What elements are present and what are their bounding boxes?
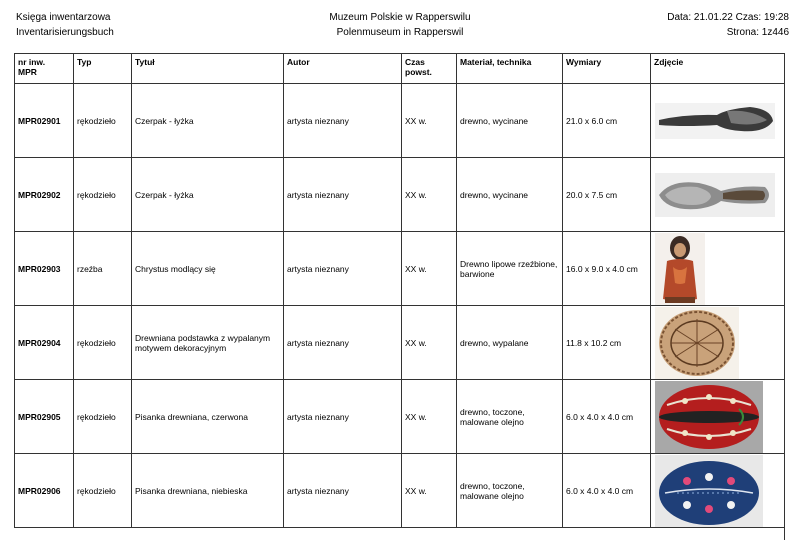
- table-row: [15, 232, 785, 306]
- page-right-border: [784, 53, 785, 540]
- table-row: [15, 84, 785, 158]
- dimensions-cell: 6.0 x 4.0 x 4.0 cm: [563, 380, 651, 454]
- date-cell: XX w.: [402, 158, 457, 232]
- column-header-dimensions: Wymiary: [563, 54, 651, 84]
- date-cell: XX w.: [402, 380, 457, 454]
- dimensions-cell: 6.0 x 4.0 x 4.0 cm: [563, 454, 651, 528]
- date-cell: XX w.: [402, 232, 457, 306]
- inv-no-cell: MPR02904: [15, 306, 74, 380]
- material-cell: drewno, wycinane: [457, 84, 563, 158]
- author-cell: artysta nieznany: [284, 380, 402, 454]
- photo-cell: [651, 232, 785, 306]
- header-right: [667, 10, 789, 40]
- inventory-table: [14, 53, 785, 528]
- table-row: [15, 306, 785, 380]
- type-cell: rękodzieło: [74, 84, 132, 158]
- wooden-spoon-photo: [655, 173, 775, 217]
- table-row: [15, 380, 785, 454]
- page-number: Strona: 1z446: [726, 27, 789, 38]
- dimensions-cell: 16.0 x 9.0 x 4.0 cm: [563, 232, 651, 306]
- type-cell: rękodzieło: [74, 454, 132, 528]
- dimensions-cell: 20.0 x 7.5 cm: [563, 158, 651, 232]
- column-header-author: Autor: [284, 54, 402, 84]
- photo-cell: [651, 380, 785, 454]
- photo-cell: [651, 454, 785, 528]
- inv-no-cell: MPR02901: [15, 84, 74, 158]
- material-cell: drewno, toczone, malowane olejno: [457, 380, 563, 454]
- book-title-pl: Księga inwentarzowa: [16, 12, 111, 23]
- column-header-photo: Zdjęcie: [651, 54, 785, 84]
- photo-cell: [651, 306, 785, 380]
- title-cell: Chrystus modlący się: [132, 232, 284, 306]
- dimensions-cell: 11.8 x 10.2 cm: [563, 306, 651, 380]
- title-cell: Czerpak - łyżka: [132, 84, 284, 158]
- red-easter-egg-photo: [655, 381, 763, 453]
- title-cell: Czerpak - łyżka: [132, 158, 284, 232]
- type-cell: rękodzieło: [74, 380, 132, 454]
- inv-no-cell: MPR02906: [15, 454, 74, 528]
- type-cell: rękodzieło: [74, 158, 132, 232]
- author-cell: artysta nieznany: [284, 84, 402, 158]
- column-header-material: Materiał, technika: [457, 54, 563, 84]
- date-cell: XX w.: [402, 306, 457, 380]
- inv-no-cell: MPR02905: [15, 380, 74, 454]
- author-cell: artysta nieznany: [284, 232, 402, 306]
- print-date-time: Data: 21.01.22 Czas: 19:28: [667, 12, 789, 23]
- blue-easter-egg-photo: [655, 455, 763, 527]
- material-cell: drewno, toczone, malowane olejno: [457, 454, 563, 528]
- material-cell: Drewno lipowe rzeźbione, barwione: [457, 232, 563, 306]
- type-cell: rzeźba: [74, 232, 132, 306]
- inv-no-cell: MPR02902: [15, 158, 74, 232]
- title-cell: Drewniana podstawka z wypalanym motywem dekoracyjnym: [132, 306, 284, 380]
- book-title-de: Inventarisierungsbuch: [16, 27, 114, 38]
- museum-name-pl: Muzeum Polskie w Rapperswilu: [329, 12, 471, 23]
- table-row: [15, 454, 785, 528]
- table-row: [15, 158, 785, 232]
- author-cell: artysta nieznany: [284, 306, 402, 380]
- material-cell: drewno, wypalane: [457, 306, 563, 380]
- column-header-title: Tytuł: [132, 54, 284, 84]
- column-header-type: Typ: [74, 54, 132, 84]
- title-cell: Pisanka drewniana, niebieska: [132, 454, 284, 528]
- table-header-row: [15, 54, 785, 84]
- wooden-spoon-photo: [655, 103, 775, 139]
- date-cell: XX w.: [402, 84, 457, 158]
- dimensions-cell: 21.0 x 6.0 cm: [563, 84, 651, 158]
- carved-figure-photo: [655, 233, 705, 305]
- author-cell: artysta nieznany: [284, 158, 402, 232]
- column-header-date: Czas powst.: [402, 54, 457, 84]
- material-cell: drewno, wycinane: [457, 158, 563, 232]
- museum-name-de: Polenmuseum in Rapperswil: [336, 27, 464, 38]
- column-header-inv-no: nr inw. MPR: [15, 54, 74, 84]
- photo-cell: [651, 84, 785, 158]
- wooden-coaster-photo: [655, 307, 739, 379]
- type-cell: rękodzieło: [74, 306, 132, 380]
- date-cell: XX w.: [402, 454, 457, 528]
- author-cell: artysta nieznany: [284, 454, 402, 528]
- title-cell: Pisanka drewniana, czerwona: [132, 380, 284, 454]
- inv-no-cell: MPR02903: [15, 232, 74, 306]
- photo-cell: [651, 158, 785, 232]
